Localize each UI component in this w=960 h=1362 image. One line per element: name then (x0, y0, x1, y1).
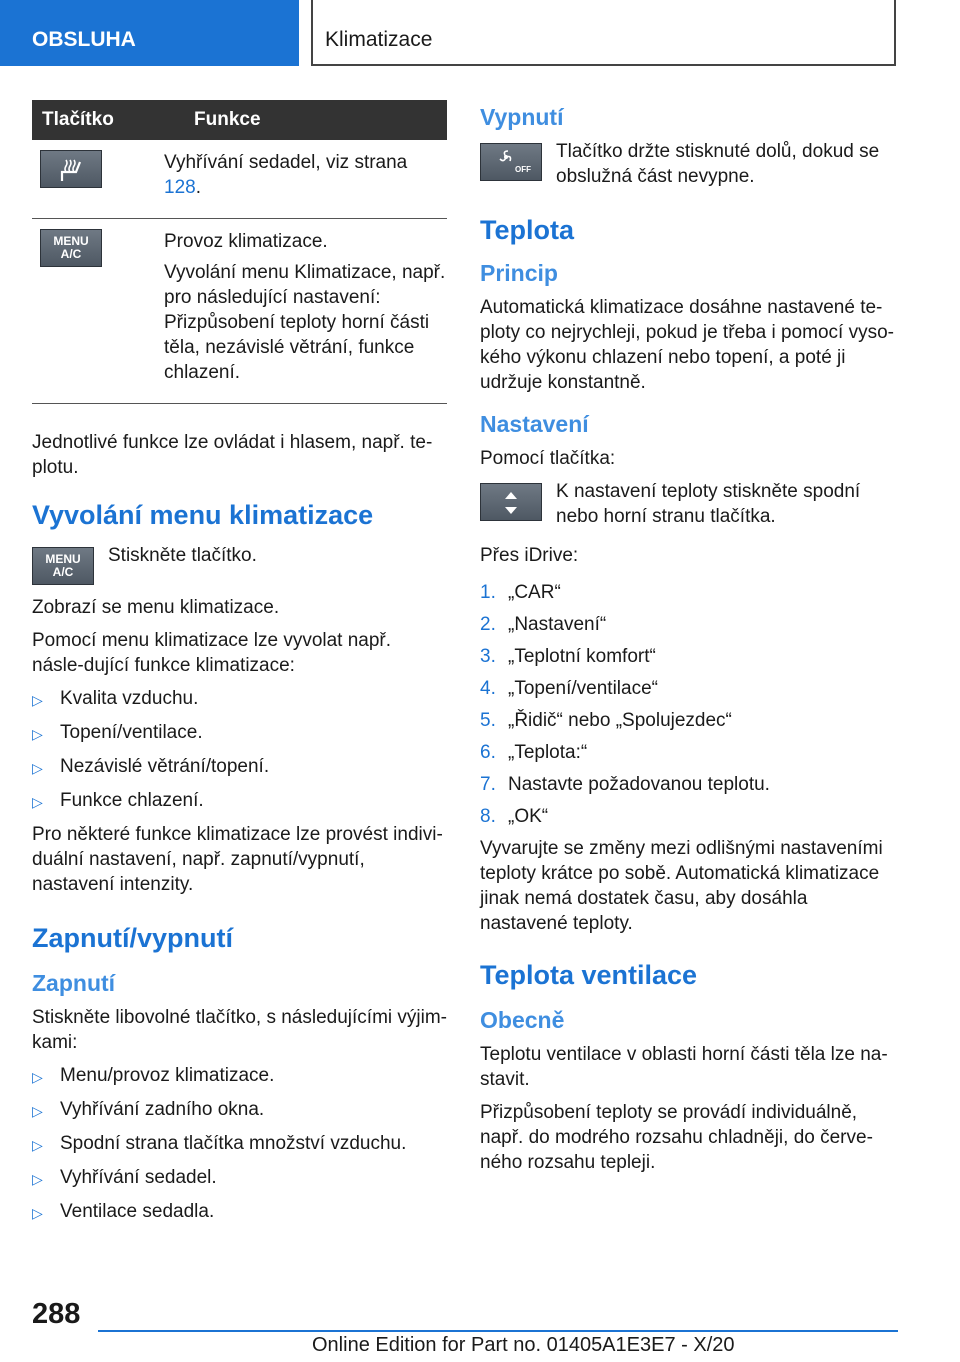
list-item: ▷ Spodní strana tlačítka množství vzduchu. (32, 1131, 447, 1158)
page-number: 288 (32, 1298, 81, 1330)
list-item: ▷ Kvalita vzduchu. (32, 686, 447, 713)
list-item: ▷ Menu/provoz klimatizace. (32, 1063, 447, 1090)
list-item: 4. „Topení/ventilace“ (480, 678, 658, 699)
list-item: 7. Nastavte požadovanou teplotu. (480, 774, 770, 795)
heading-setting: Nastavení (480, 411, 589, 437)
menu-shown-text: Zobrazí se menu klimatizace. (32, 597, 280, 618)
menu-ac-button-icon: MENU A/C (40, 229, 102, 267)
menu-ac-button-icon: MENU A/C (32, 547, 94, 585)
ac-operation-text: Provoz klimatizace. (164, 231, 328, 252)
list-item: 5. „Řidič“ nebo „Spolujezdec“ (480, 710, 732, 731)
via-button-text: Pomocí tlačítka: (480, 448, 616, 469)
table-row (32, 140, 447, 219)
principle-text: Automatická klimatizace dosáhne nastavené te-ploty co nejrychleji, pokud je třeba i pomocí vyso-kého výkonu chlazení nebo topení, a poté ji udržuje konstantně. (480, 297, 894, 393)
off-button-row (480, 139, 898, 189)
fan-off-button-icon: OFF (480, 143, 542, 181)
heading-on: Zapnutí (32, 970, 116, 996)
footer-divider (98, 1330, 898, 1332)
seat-heating-text: Vyhřívání sedadel, viz strana 128. (164, 152, 408, 198)
page-link[interactable]: 128 (164, 177, 196, 198)
triangle-bullet-icon: ▷ (32, 1069, 43, 1085)
footer-edition: Online Edition for Part no. 01405A1E3E7 - X/20 (312, 1334, 735, 1356)
vent-text-1: Teplotu ventilace v oblasti horní části těla lze na-stavit. (480, 1044, 888, 1090)
seat-heating-button-icon (40, 150, 102, 188)
menu-functions-list (32, 686, 447, 815)
heading-temperature: Teplota (480, 215, 574, 245)
switch-on-text: Stiskněte libovolné tlačítko, s následujícími výjim-kami: (32, 1007, 447, 1053)
press-button-text: Stiskněte tlačítko. (108, 545, 257, 566)
list-item: ▷ Topení/ventilace. (32, 720, 447, 747)
heading-vent-temperature: Teplota ventilace (480, 960, 698, 990)
chapter-title: Klimatizace (311, 0, 896, 66)
idrive-steps-list (480, 580, 898, 829)
table-header-function: Funkce (164, 100, 447, 140)
individual-settings-text: Pro některé funkce klimatizace lze provést indivi-duální nastavení, např. zapnutí/vypnutí, nastavení intenzity. (32, 824, 443, 895)
table-row (32, 219, 447, 404)
heading-off: Vypnutí (480, 104, 564, 130)
exceptions-list (32, 1063, 447, 1226)
triangle-bullet-icon: ▷ (32, 1137, 43, 1153)
voice-control-note: Jednotlivé funkce lze ovládat i hlasem, např. te-plotu. (32, 432, 433, 478)
list-item: 1. „CAR“ (480, 582, 561, 603)
list-item: ▷ Nezávislé větrání/topení. (32, 754, 447, 781)
triangle-bullet-icon: ▷ (32, 760, 43, 776)
section-tab: OBSLUHA (0, 0, 299, 66)
page-header (0, 0, 960, 66)
heading-on-off: Zapnutí/vypnutí (32, 923, 233, 953)
heading-principle: Princip (480, 260, 558, 286)
arrow-instruction-text: K nastavení teploty stiskněte spodní nebo horní stranu tlačítka. (556, 481, 861, 527)
up-down-arrow-button-icon (480, 483, 542, 521)
menu-button-row (32, 543, 447, 585)
list-item: 3. „Teplotní komfort“ (480, 646, 656, 667)
heading-general: Obecně (480, 1007, 565, 1033)
triangle-bullet-icon: ▷ (32, 726, 43, 742)
list-item: ▷ Funkce chlazení. (32, 788, 447, 815)
list-item: ▷ Vyhřívání zadního okna. (32, 1097, 447, 1124)
list-item: ▷ Ventilace sedadla. (32, 1199, 447, 1226)
triangle-bullet-icon: ▷ (32, 1205, 43, 1221)
triangle-bullet-icon: ▷ (32, 1171, 43, 1187)
triangle-bullet-icon: ▷ (32, 794, 43, 810)
right-column (480, 104, 898, 1183)
arrow-button-row (480, 479, 898, 529)
list-item: ▷ Vyhřívání sedadel. (32, 1165, 447, 1192)
triangle-bullet-icon: ▷ (32, 1103, 43, 1119)
ac-menu-text: Vyvolání menu Klimatizace, např. pro následující nastavení: Přizpůsobení teploty horní části těla, nezávislé větrání, funkce chlazení. (164, 262, 446, 383)
menu-description: Pomocí menu klimatizace lze vyvolat např. násle-dující funkce klimatizace: (32, 630, 392, 676)
list-item: 2. „Nastavení“ (480, 614, 607, 635)
warning-text: Vyvarujte se změny mezi odlišnými nastaveními teploty krátce po sobě. Automatická klimatizace jinak nemá dostatek času, aby dosáhla nastavené teploty. (480, 838, 883, 934)
button-function-table (32, 100, 447, 404)
list-item: 8. „OK“ (480, 806, 549, 827)
off-instruction-text: Tlačítko držte stisknuté dolů, dokud se obslužná část nevypne. (556, 141, 880, 187)
left-column (32, 100, 447, 1233)
heading-call-menu: Vyvolání menu klimatizace (32, 500, 374, 530)
table-header-button: Tlačítko (32, 100, 164, 140)
vent-text-2: Přizpůsobení teploty se provádí individuálně, např. do modrého rozsahu chladněji, do červe-ného rozsahu tepleji. (480, 1102, 873, 1173)
table-header-row (32, 100, 447, 140)
triangle-bullet-icon: ▷ (32, 692, 43, 708)
list-item: 6. „Teplota:“ (480, 742, 588, 763)
via-idrive-text: Přes iDrive: (480, 545, 579, 566)
